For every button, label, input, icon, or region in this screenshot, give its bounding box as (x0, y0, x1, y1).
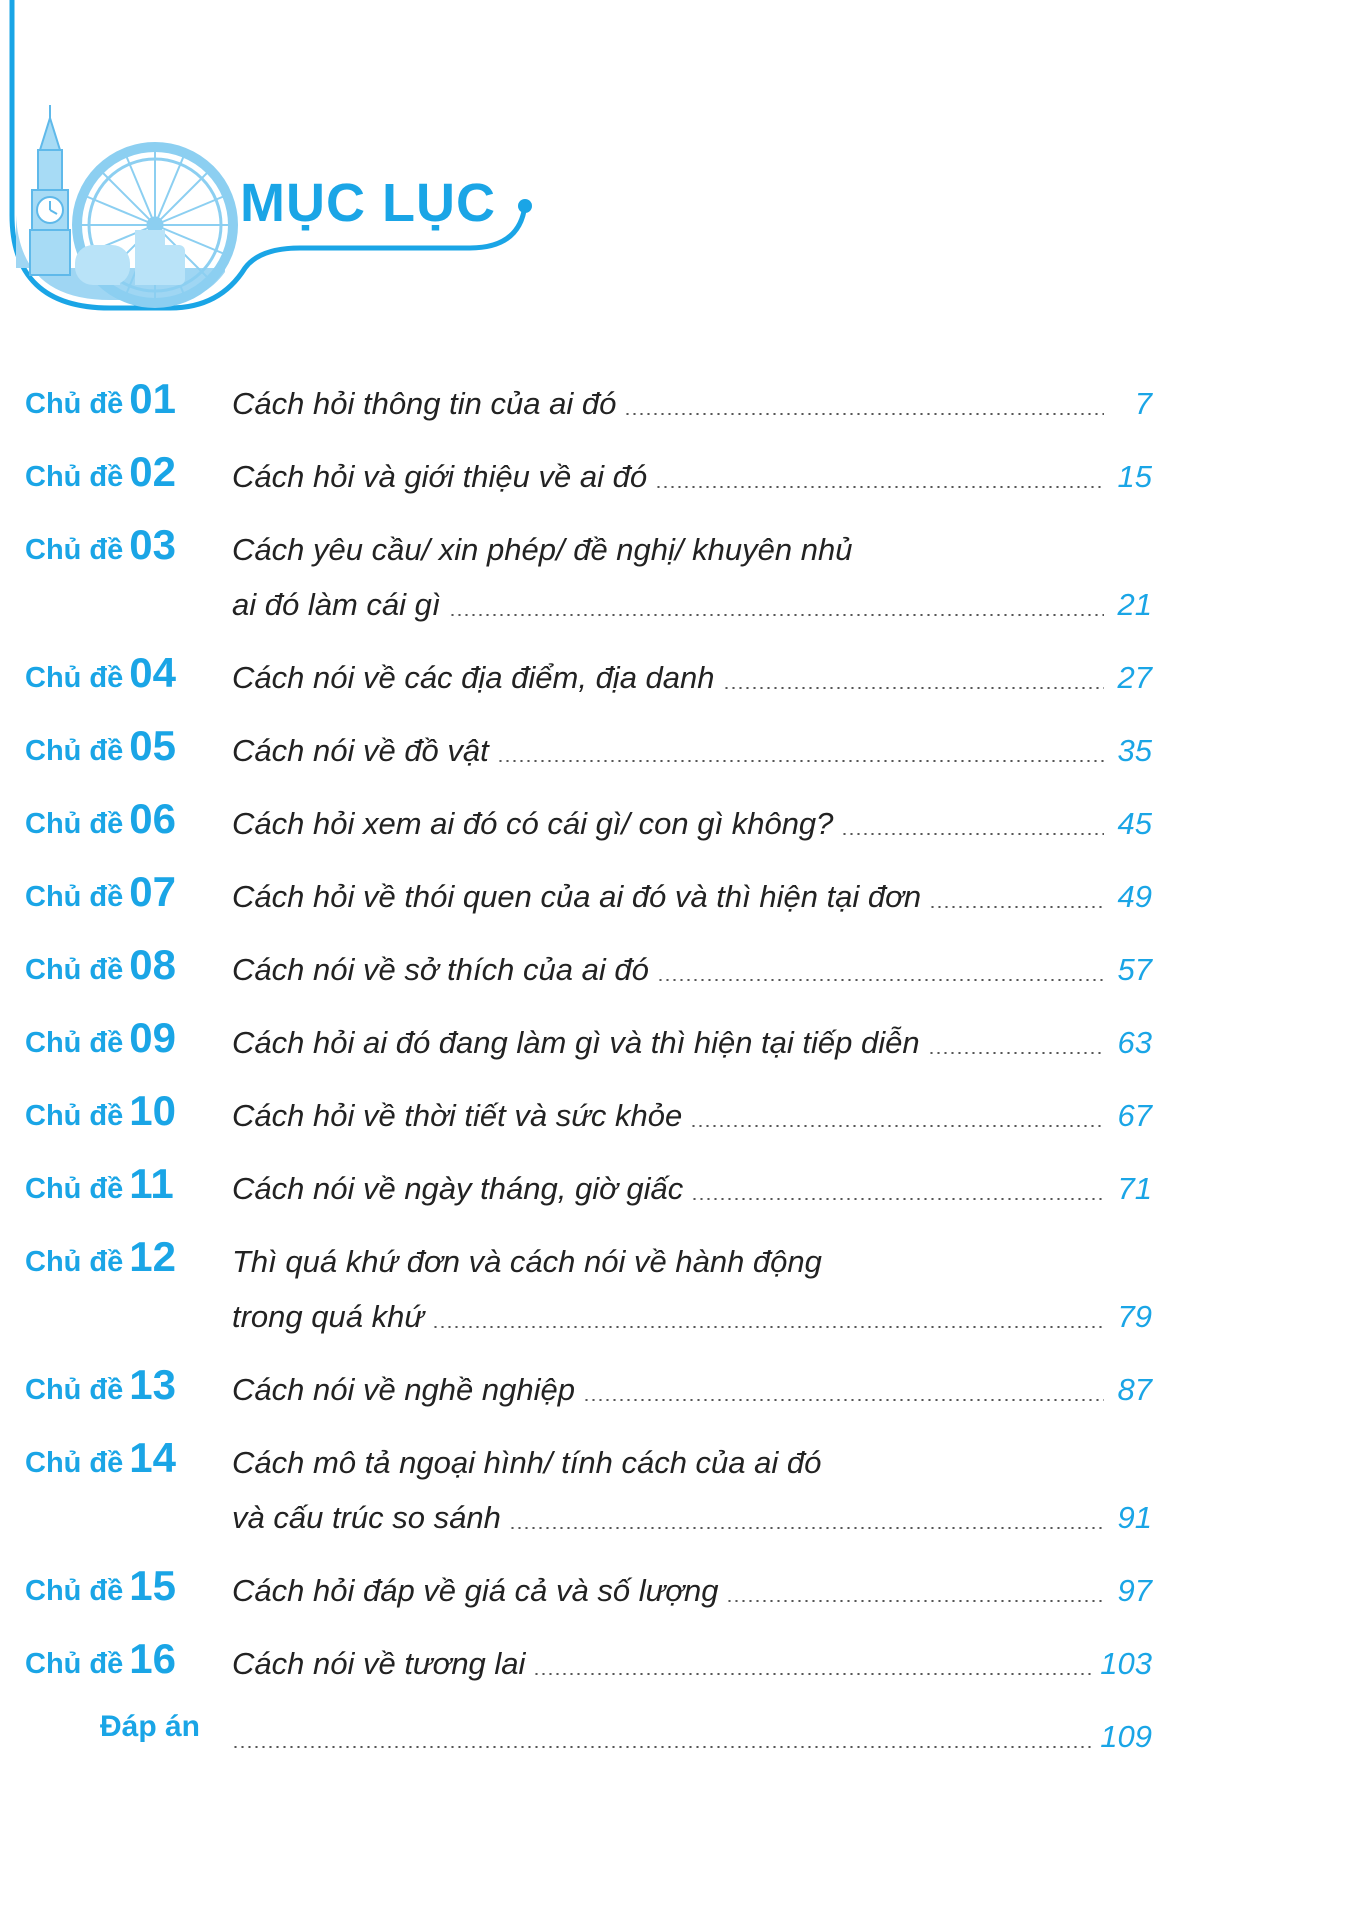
entry-title-line (232, 1024, 1152, 1062)
dot-leader (657, 979, 1104, 981)
entry-title: và cấu trúc so sánh (232, 1500, 501, 1535)
dot-leader (726, 1600, 1104, 1602)
dot-leader (449, 614, 1105, 616)
frame-dot (518, 199, 532, 213)
entry-title-line (232, 805, 1152, 843)
entry-title-line (232, 385, 1152, 423)
page-title: MỤC LỤC (240, 173, 496, 233)
page-number: 97 (1117, 1573, 1152, 1608)
dot-leader (723, 687, 1104, 689)
topic-number: 05 (129, 722, 176, 769)
entry-title-line (232, 458, 1152, 496)
topic-word: Chủ đề (25, 1173, 124, 1205)
topic-word: Chủ đề (25, 881, 124, 913)
topic-label (25, 1014, 200, 1062)
topic-number: 12 (129, 1233, 176, 1280)
entry-title: Cách mô tả ngoại hình/ tính cách của ai đó (232, 1445, 822, 1480)
page-number: 45 (1117, 806, 1152, 841)
topic-word: Chủ đề (25, 1246, 124, 1278)
topic-number: 04 (129, 649, 176, 696)
dot-leader (624, 413, 1104, 415)
topic-number: 15 (129, 1562, 176, 1609)
topic-label (25, 795, 200, 843)
dot-leader (655, 486, 1104, 488)
topic-label (25, 1562, 200, 1610)
entry-title-line (232, 1243, 1152, 1281)
page-number: 91 (1117, 1500, 1152, 1535)
page-number: 35 (1117, 733, 1152, 768)
entry-title-line (232, 1371, 1152, 1409)
dot-leader (583, 1399, 1104, 1401)
topic-word: Chủ đề (25, 534, 124, 566)
dot-leader (691, 1198, 1104, 1200)
topic-number: 16 (129, 1635, 176, 1682)
entry-title: Cách nói về đồ vật (232, 733, 489, 768)
topic-word: Chủ đề (25, 1374, 124, 1406)
entry-title-line (232, 1718, 1152, 1756)
dot-leader (690, 1125, 1104, 1127)
page-number: 71 (1117, 1171, 1152, 1206)
topic-word: Chủ đề (25, 1447, 124, 1479)
entry-title: Cách hỏi đáp về giá cả và số lượng (232, 1573, 719, 1608)
entry-title-line (232, 732, 1152, 770)
dot-leader (497, 760, 1104, 762)
topic-word: Chủ đề (25, 1100, 124, 1132)
entry-title-line (232, 1170, 1152, 1208)
entry-title-line (232, 1298, 1152, 1336)
topic-number: 02 (129, 448, 176, 495)
big-ben-icon (30, 105, 70, 275)
topic-word: Chủ đề (25, 808, 124, 840)
topic-number: 01 (129, 375, 176, 422)
topic-number: 03 (129, 521, 176, 568)
entry-title: Cách nói về sở thích của ai đó (232, 952, 649, 987)
topic-number: 07 (129, 868, 176, 915)
entry-title-line (232, 1499, 1152, 1537)
dot-leader (509, 1527, 1104, 1529)
page-number: 27 (1117, 660, 1152, 695)
entry-title-line (232, 531, 1152, 569)
topic-label (25, 448, 200, 496)
topic-label (25, 1361, 200, 1409)
page-number: 79 (1117, 1299, 1152, 1334)
entry-title-line (232, 1097, 1152, 1135)
topic-word: Chủ đề (25, 1648, 124, 1680)
entry-title: Cách hỏi ai đó đang làm gì và thì hiện tại tiếp diễn (232, 1025, 920, 1060)
topic-label (25, 722, 200, 770)
topic-number: 13 (129, 1361, 176, 1408)
topic-label (25, 375, 200, 423)
entry-title: Cách nói về nghề nghiệp (232, 1372, 575, 1407)
entry-title-line (232, 586, 1152, 624)
entry-title: Cách hỏi thông tin của ai đó (232, 386, 617, 421)
page-number: 15 (1117, 459, 1152, 494)
page-number: 67 (1117, 1098, 1152, 1133)
topic-number: 06 (129, 795, 176, 842)
topic-word: Chủ đề (25, 1027, 124, 1059)
topic-number: 09 (129, 1014, 176, 1061)
topic-word: Chủ đề (25, 388, 124, 420)
topic-word: Chủ đề (25, 662, 124, 694)
entry-title-line (232, 1444, 1152, 1482)
topic-label (25, 1160, 200, 1208)
answers-label: Đáp án (99, 1710, 200, 1743)
dot-leader (841, 833, 1104, 835)
topic-label (25, 868, 200, 916)
topic-label (25, 1635, 200, 1683)
entry-title: trong quá khứ (232, 1299, 424, 1334)
page-number: 87 (1117, 1372, 1152, 1407)
dot-leader (929, 906, 1104, 908)
page-number: 49 (1117, 879, 1152, 914)
topic-word: Chủ đề (25, 954, 124, 986)
topic-label (25, 1233, 200, 1281)
entry-title: Cách hỏi xem ai đó có cái gì/ con gì không? (232, 806, 834, 841)
topic-number: 11 (129, 1160, 174, 1207)
entry-title: Cách hỏi về thời tiết và sức khỏe (232, 1098, 683, 1133)
entry-title: Thì quá khứ đơn và cách nói về hành động (232, 1244, 822, 1279)
page-number: 103 (1100, 1646, 1152, 1681)
entry-title-line (232, 951, 1152, 989)
entry-title-line (232, 659, 1152, 697)
entry-title: Cách nói về các địa điểm, địa danh (232, 660, 715, 695)
entry-title-line (232, 1572, 1152, 1610)
dot-leader (533, 1673, 1092, 1675)
entry-title: Cách hỏi về thói quen của ai đó và thì hiện tại đơn (232, 879, 922, 914)
dot-leader (928, 1052, 1104, 1054)
entry-title: Cách hỏi và giới thiệu về ai đó (232, 459, 648, 494)
entry-title: Cách nói về tương lai (232, 1646, 526, 1681)
topic-number: 14 (129, 1434, 176, 1481)
topic-word: Chủ đề (25, 461, 124, 493)
entry-title: Cách yêu cầu/ xin phép/ đề nghị/ khuyên nhủ (232, 532, 853, 567)
page-number: 57 (1117, 952, 1152, 987)
page-number: 21 (1117, 587, 1152, 622)
entry-title: Cách nói về ngày tháng, giờ giấc (232, 1171, 684, 1206)
topic-word: Chủ đề (25, 1575, 124, 1607)
entry-title-line (232, 878, 1152, 916)
header-illustration (0, 0, 560, 330)
topic-label (25, 521, 200, 569)
topic-word: Chủ đề (25, 735, 124, 767)
page-number: 109 (1100, 1719, 1152, 1754)
page-number: 63 (1117, 1025, 1152, 1060)
dot-leader (432, 1326, 1104, 1328)
entry-title: ai đó làm cái gì (232, 587, 441, 622)
topic-label (25, 649, 200, 697)
page-number: 7 (1134, 386, 1152, 421)
topic-number: 10 (129, 1087, 176, 1134)
topic-label (25, 1434, 200, 1482)
topic-number: 08 (129, 941, 176, 988)
dot-leader (232, 1746, 1092, 1748)
topic-label (25, 1087, 200, 1135)
entry-title-line (232, 1645, 1152, 1683)
topic-label (25, 941, 200, 989)
